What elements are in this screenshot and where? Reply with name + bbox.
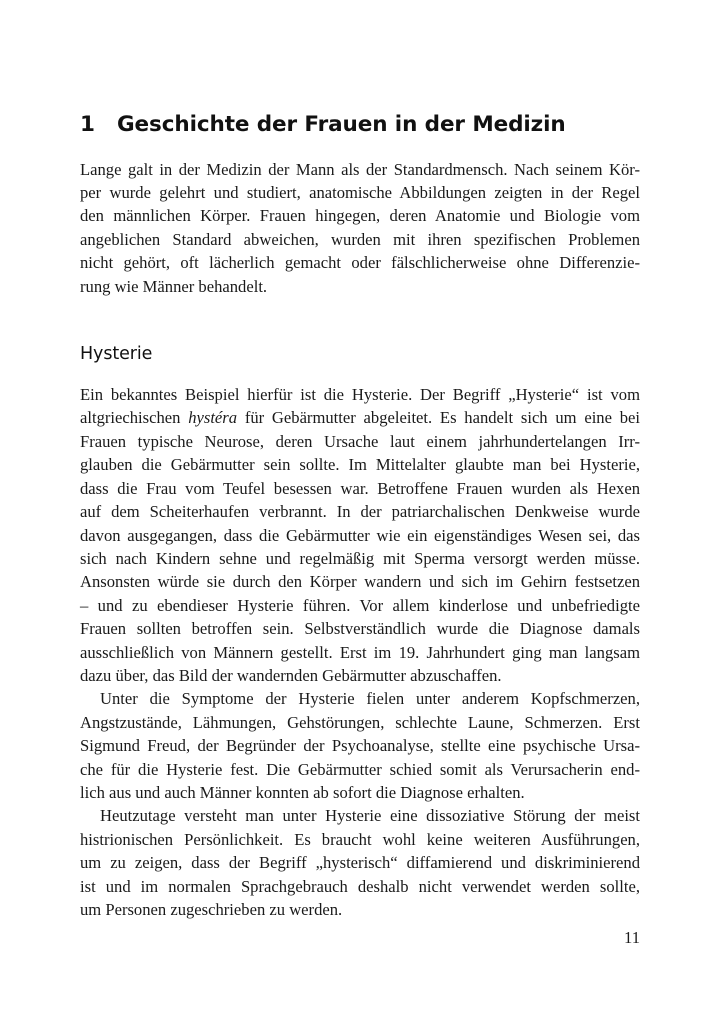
text-line: altgriechischen hystéra für Gebärmutter abgeleitet. Es handelt sich um eine bei: [80, 408, 640, 428]
text-line: rung wie Männer behandelt.: [80, 276, 268, 296]
text-line: davon ausgegangen, dass die Gebärmutter wie ein eigenständiges Wesen sei, das: [80, 525, 640, 545]
text-line: ist und im normalen Sprachgebrauch deshalb nicht verwendet werden sollte,: [80, 876, 640, 896]
body-paragraph-symptome: [80, 687, 640, 804]
body-paragraph-heutzutage: [80, 804, 640, 921]
chapter-heading: [80, 0, 640, 137]
page-content-column: [80, 0, 640, 921]
text-line: Lange galt in der Medizin der Mann als der Standardmensch. Nach seinem Kör-: [80, 159, 640, 179]
text-line: auf dem Scheiterhaufen verbrannt. In der patriarchalischen Denkweise wurde: [80, 502, 640, 522]
text-line: nicht gehört, oft lächerlich gemacht oder fälschlicherweise ohne Differenzie-: [80, 253, 640, 273]
text-line: dazu über, das Bild der wandernden Gebärmutter abzuschaffen.: [80, 665, 502, 685]
intro-paragraph: [80, 137, 640, 298]
text-line: Unter die Symptome der Hysterie fielen unter anderem Kopfschmerzen,: [100, 689, 640, 709]
text-line: um Personen zugeschrieben zu werden.: [80, 900, 343, 920]
body-paragraph-hysterie-begriff: [80, 365, 640, 687]
text-line: sich nach Kindern sehne und regelmäßig mit Sperma versorgt werden müsse.: [80, 548, 640, 568]
text-line: – und zu ebendieser Hysterie führen. Vor allem kinderlose und unbefriedigte: [80, 595, 640, 615]
page-number: 11: [624, 928, 640, 947]
text-line: Frauen typische Neurose, deren Ursache laut einem jahrhundertelangen Irr-: [80, 431, 640, 451]
text-line: ausschließlich von Männern gestellt. Erst im 19. Jahrhundert ging man langsam: [80, 642, 640, 662]
text-line: per wurde gelehrt und studiert, anatomische Abbildungen zeigten in der Regel: [80, 183, 640, 203]
text-line: lich aus und auch Männer konnten ab sofort die Diagnose erhalten.: [80, 782, 525, 802]
text-line: Angstzustände, Lähmungen, Gehstörungen, schlechte Laune, Schmerzen. Erst: [80, 712, 640, 732]
text-line: dass die Frau vom Teufel besessen war. Betroffene Frauen wurden als Hexen: [80, 478, 640, 498]
text-line: Ansonsten würde sie durch den Körper wandern und sich im Gehirn festsetzen: [80, 572, 640, 592]
text-line: glauben die Gebärmutter sein sollte. Im Mittelalter glaubte man bei Hysterie,: [80, 455, 640, 475]
text-line: Ein bekanntes Beispiel hierfür ist die Hysterie. Der Begriff „Hysterie“ ist vom: [80, 385, 640, 405]
section-heading-hysterie: Hysterie: [80, 344, 153, 365]
italic-term: hystéra: [188, 408, 238, 428]
text-line: Frauen sollten betroffen sein. Selbstverständlich wurde die Diagnose damals: [80, 619, 640, 639]
chapter-number: 1: [80, 112, 95, 137]
text-line: den männlichen Körper. Frauen hingegen, deren Anatomie und Biologie vom: [80, 206, 640, 226]
text-line: Heutzutage versteht man unter Hysterie eine dissoziative Störung der meist: [100, 806, 640, 826]
text-line: histrionischen Persönlichkeit. Es braucht wohl keine weiteren Ausführungen,: [80, 829, 640, 849]
text-line: Sigmund Freud, der Begründer der Psychoanalyse, stellte eine psychische Ursa-: [80, 736, 640, 756]
text-line: angeblichen Standard abweichen, wurden mit ihren spezifischen Problemen: [80, 229, 640, 249]
text-line: che für die Hysterie fest. Die Gebärmutter schied somit als Verursacherin end-: [80, 759, 640, 779]
chapter-title: Geschichte der Frauen in der Medizin: [117, 112, 566, 137]
text-line: um zu zeigen, dass der Begriff „hysterisch“ diffamierend und diskriminierend: [80, 853, 640, 873]
